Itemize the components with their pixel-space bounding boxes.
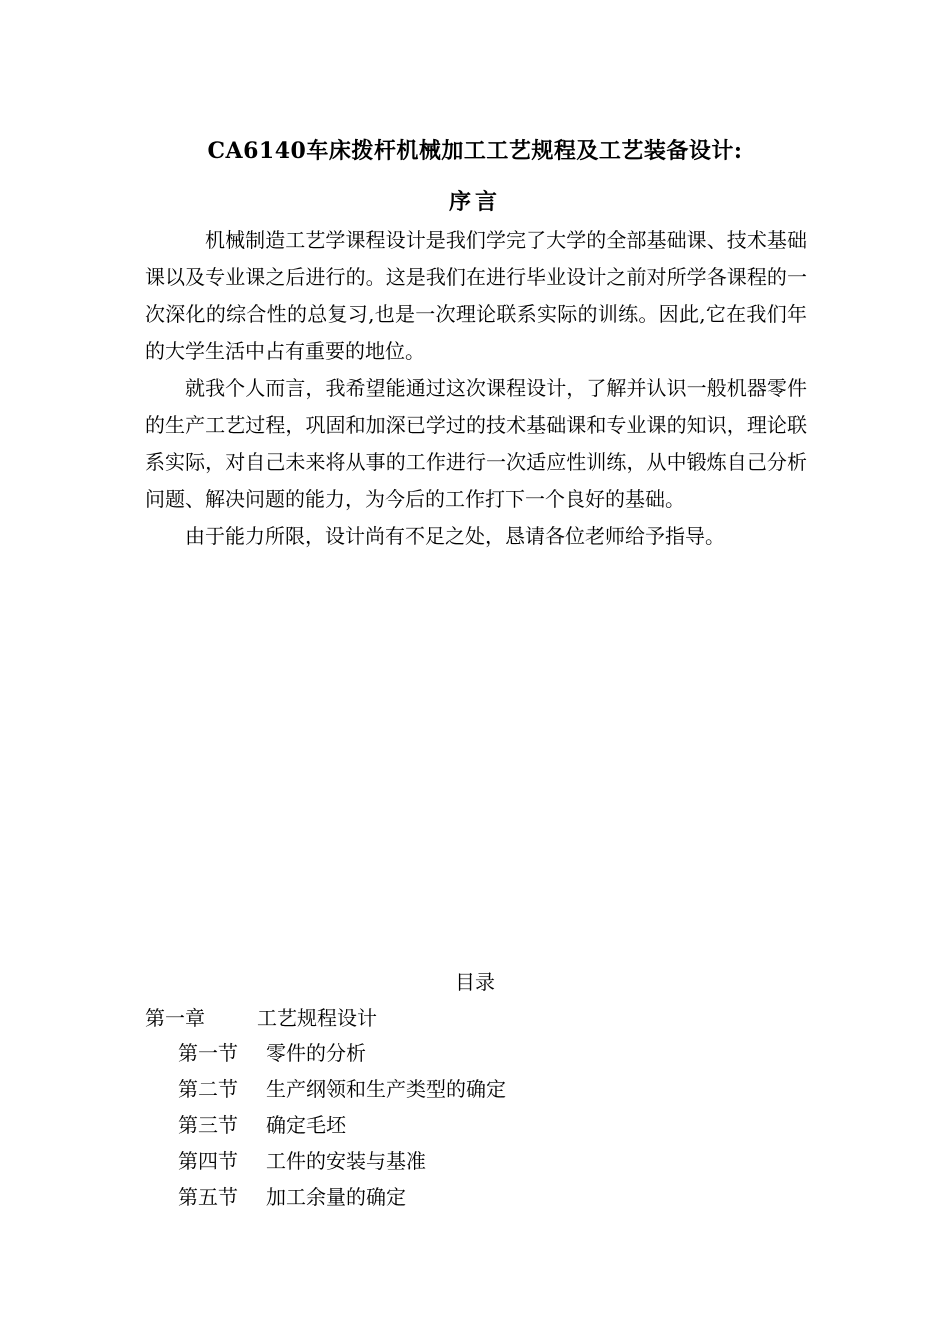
toc-section-label: 确定毛坯	[266, 1113, 346, 1137]
toc-section-number: 第一节	[178, 1041, 238, 1065]
toc-section-number: 第四节	[178, 1149, 238, 1173]
toc-chapter-1	[145, 1000, 377, 1036]
document-title: CA6140车床拨杆机械加工工艺规程及工艺装备设计:	[207, 138, 743, 164]
toc-section-item	[178, 1071, 506, 1107]
toc-section-list	[178, 1035, 506, 1215]
toc-heading: 目录	[455, 970, 495, 994]
toc-section-label: 零件的分析	[266, 1041, 366, 1065]
toc-section-item	[178, 1143, 506, 1179]
toc-section-number: 第五节	[178, 1185, 238, 1209]
preface-heading: 序言	[448, 189, 501, 215]
preface-paragraph-3: 由于能力所限，设计尚有不足之处，恳请各位老师给予指导。	[185, 524, 725, 548]
toc-section-item	[178, 1035, 506, 1071]
preface-paragraph-2: 就我个人而言，我希望能通过这次课程设计，了解并认识一般机器零件的生产工艺过程，巩固和加深已学过的技术基础课和专业课的知识，理论联系实际，对自己未来将从事的工作进行一次适应性训练，从中锻炼自己分析问题、解决问题的能力，为今后的工作打下一个良好的基础。	[145, 376, 807, 511]
toc-section-item	[178, 1179, 506, 1215]
toc-section-number: 第三节	[178, 1113, 238, 1137]
preface-body	[145, 222, 807, 555]
preface-paragraph-1: 机械制造工艺学课程设计是我们学完了大学的全部基础课、技术基础课以及专业课之后进行的。这是我们在进行毕业设计之前对所学各课程的一次深化的综合性的总复习,也是一次理论联系实际的训练。因此,它在我们年的大学生活中占有重要的地位。	[145, 228, 807, 363]
toc-section-number: 第二节	[178, 1077, 238, 1101]
toc-section-label: 加工余量的确定	[266, 1185, 406, 1209]
toc-chapter-label: 工艺规程设计	[257, 1006, 377, 1030]
toc-section-label: 工件的安装与基准	[266, 1149, 426, 1173]
toc-chapter-number: 第一章	[145, 1006, 205, 1030]
toc-section-label: 生产纲领和生产类型的确定	[266, 1077, 506, 1101]
toc-section-item	[178, 1107, 506, 1143]
